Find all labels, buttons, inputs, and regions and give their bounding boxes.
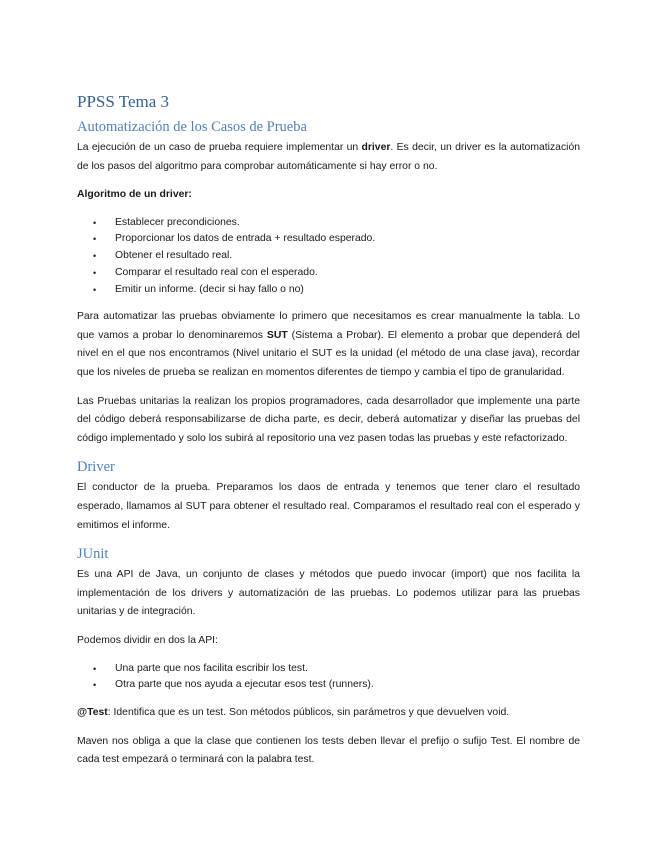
text-run: La ejecución de un caso de prueba requiere implementar un — [77, 142, 362, 153]
paragraph-api-parts: Podemos dividir en dos la API: — [77, 635, 218, 647]
text-run: . Es decir, un driver es la automatización de los pasos del algoritmo para comprobar automáticamente si hay error o no. — [77, 142, 580, 172]
paragraph-driver: El conductor de la prueba. Preparamos los daos de entrada y tenemos que tener claro el resultado esperado, llamamos al SUT para obtener el resultado real. Comparamos el resultado real con el esperado y emitimos el informe. — [77, 482, 580, 531]
section-heading-driver: Driver — [77, 459, 115, 476]
list-item — [77, 265, 580, 282]
bullet-icon: • — [93, 267, 97, 278]
document-title: PPSS Tema 3 — [77, 92, 170, 111]
paragraph-pruebas-unitarias: Las Pruebas unitarias la realizan los propios programadores, cada desarrollador que implemente una parte del código deberá responsabilizarse de dicha parte, es decir, deberá automatizar y diseñar las pruebas del código implementado y solo los subirá al repositorio una vez pasen todas las pruebas y este refactorizado. — [77, 395, 580, 444]
section-heading-automatizacion: Automatización de los Casos de Prueba — [77, 119, 307, 135]
section-heading-junit: JUnit — [77, 546, 109, 563]
bullet-icon: • — [93, 284, 97, 295]
list-item — [77, 282, 580, 299]
text-run: : Identifica que es un test. Son métodos públicos, sin parámetros y que devuelven void. — [107, 707, 510, 719]
list-item — [77, 248, 580, 265]
api-parts-list — [77, 661, 580, 694]
bold-term-test: @Test — [77, 707, 108, 719]
bold-label: Algoritmo de un driver: — [77, 189, 192, 201]
bullet-icon: • — [93, 663, 97, 674]
paragraph-maven: Maven nos obliga a que la clase que contienen los tests deben llevar el prefijo o sufijo Test. El nombre de cada test empezará o terminará con la palabra test. — [77, 735, 580, 766]
list-item-text: Comparar el resultado real con el esperado. — [115, 266, 318, 278]
list-item-text: Obtener el resultado real. — [115, 250, 233, 262]
algorithm-label — [77, 186, 580, 205]
text-run: Para automatizar las pruebas obviamente lo primero que necesitamos es crear manualmente la tabla. Lo que vamos a probar lo denominaremos — [77, 311, 580, 341]
list-item — [77, 231, 580, 248]
list-item — [77, 215, 580, 232]
bullet-icon: • — [93, 234, 97, 245]
text-run: (Sistema a Probar). El elemento a probar que dependerá del nivel en el que nos encontramos (Nivel unitario el SUT es la unidad (el método de una clase java), recordar que los niveles de prueba se realizan en momentos diferentes de tiempo y cambia el tipo de granularidad. — [77, 329, 580, 379]
list-item-text: Emitir un informe. (decir si hay fallo o no) — [115, 283, 304, 295]
list-item — [77, 677, 580, 694]
list-item — [77, 661, 580, 678]
list-item-text: Una parte que nos facilita escribir los test. — [115, 662, 308, 674]
bold-term-driver: driver — [361, 142, 391, 153]
paragraph-test-annotation — [77, 704, 580, 723]
list-item-text: Otra parte que nos ayuda a ejecutar esos test (runners). — [115, 679, 374, 691]
algorithm-steps-list — [77, 215, 580, 299]
list-item-text: Establecer precondiciones. — [115, 216, 240, 228]
bold-term-sut: SUT — [266, 329, 288, 341]
paragraph-driver-intro — [77, 139, 580, 176]
paragraph-sut — [77, 308, 580, 382]
list-item-text: Proporcionar los datos de entrada + resultado esperado. — [115, 233, 376, 245]
bullet-icon: • — [93, 217, 97, 228]
paragraph-junit: Es una API de Java, un conjunto de clases y métodos que puedo invocar (import) que nos facilita la implementación de los drivers y automatización de las pruebas. Lo podemos utilizar para las pruebas unitarias y de integración. — [77, 569, 580, 618]
bullet-icon: • — [93, 251, 97, 262]
bullet-icon: • — [93, 680, 97, 691]
